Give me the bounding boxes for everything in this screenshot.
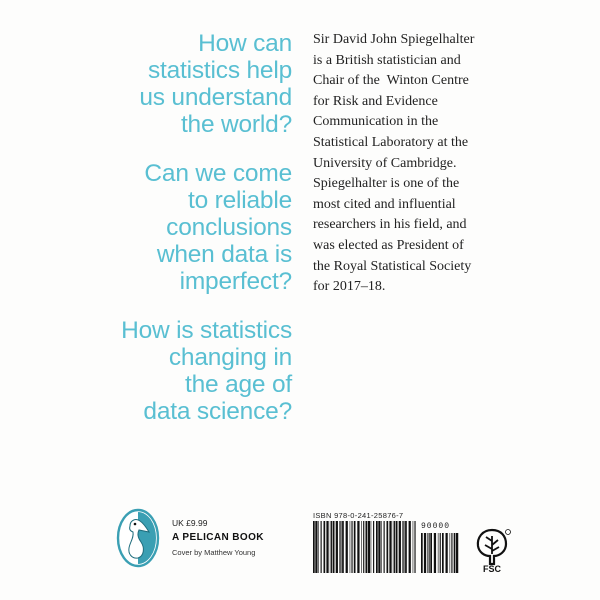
question-3 — [96, 317, 292, 425]
barcode-bar — [361, 521, 362, 573]
barcode-bar — [389, 521, 391, 573]
question-line: Can we come — [144, 160, 292, 187]
barcode-bar — [346, 521, 348, 573]
barcode-bar — [315, 521, 317, 573]
barcode-addon-icon — [421, 533, 459, 573]
barcode-bar — [331, 521, 332, 573]
barcode-bar — [409, 521, 411, 573]
barcode-bar — [321, 521, 322, 573]
barcode-bar — [405, 521, 407, 573]
barcode-bar — [339, 521, 340, 573]
barcode-bar — [434, 533, 436, 573]
question-line: when data is — [156, 241, 292, 268]
question-line: changing in — [168, 344, 292, 371]
author-bio — [313, 30, 513, 298]
bio-line: for Risk and Evidence — [313, 93, 438, 109]
question-line: imperfect? — [179, 268, 292, 295]
bio-line: University of Cambridge. — [313, 155, 457, 171]
barcode-bar — [421, 533, 423, 573]
barcode-bar — [451, 533, 452, 573]
cover-credit: Cover by Matthew Young — [172, 548, 256, 557]
barcode-bar — [350, 521, 351, 573]
bio-line: researchers in his field, and — [313, 217, 467, 233]
question-line: the age of — [185, 371, 292, 398]
isbn-label: ISBN 978-0-241-25876-7 — [313, 511, 404, 520]
barcode-bar — [430, 533, 432, 573]
barcode-bar — [313, 521, 315, 573]
barcode-bar — [371, 521, 372, 573]
barcode-bar — [318, 521, 319, 573]
question-line: statistics help — [147, 57, 292, 84]
bio-line: Spiegelhalter is one of the — [313, 176, 460, 192]
question-line: How can — [198, 30, 292, 57]
barcode-bar — [384, 521, 385, 573]
question-line: to reliable — [187, 187, 292, 214]
imprint-label: A PELICAN BOOK — [172, 532, 264, 543]
barcode-bar — [330, 521, 331, 573]
barcode-bar — [340, 521, 341, 573]
barcode-bar — [342, 521, 344, 573]
question-line: conclusions — [166, 214, 292, 241]
barcode-bar — [414, 521, 415, 573]
barcode-bar — [454, 533, 456, 573]
barcode-bar — [403, 521, 404, 573]
barcode-bar — [373, 521, 374, 573]
question-1 — [96, 30, 292, 138]
bio-line: Communication in the — [313, 114, 439, 130]
bio-line: is a British statistician and — [313, 52, 461, 68]
bio-line: Statistical Laboratory at the — [313, 134, 469, 150]
barcode-bar — [393, 521, 394, 573]
bio-line: was elected as President of — [313, 237, 464, 253]
barcode-bar — [381, 521, 382, 573]
question-line: How is statistics — [121, 317, 292, 344]
question-line: the world? — [180, 111, 292, 138]
barcode-icon — [313, 521, 417, 573]
barcode-bar — [387, 521, 389, 573]
barcode-bar — [442, 533, 444, 573]
bio-line: the Royal Statistical Society — [313, 258, 472, 274]
questions-column — [96, 30, 292, 447]
barcode-bar — [396, 521, 398, 573]
barcode-bar — [429, 533, 430, 573]
barcode-bar — [450, 533, 451, 573]
barcode-bar — [446, 533, 448, 573]
barcode-bar — [402, 521, 403, 573]
barcode-bar — [438, 533, 439, 573]
barcode-bar — [351, 521, 352, 573]
barcode-bar — [427, 533, 428, 573]
addon-code: 90000 — [421, 522, 451, 531]
fsc-label: FSC — [483, 564, 501, 573]
barcode-bar — [399, 521, 401, 573]
fsc-tree-icon — [470, 527, 514, 573]
barcode-bar — [363, 521, 364, 573]
barcode-bar — [376, 521, 378, 573]
price: UK £9.99 — [172, 518, 208, 528]
question-2 — [96, 160, 292, 295]
barcode-bar — [357, 521, 359, 573]
bio-line: Chair of the Winton Centre — [313, 73, 469, 89]
barcode-bar — [394, 521, 395, 573]
barcode-bar — [440, 533, 441, 573]
barcode-bar — [424, 533, 426, 573]
pelican-logo-icon — [116, 508, 160, 568]
barcode-bar — [368, 521, 370, 573]
barcode-bar — [366, 521, 368, 573]
barcode-bar — [326, 521, 328, 573]
barcode-bar — [378, 521, 380, 573]
barcode-bar — [354, 521, 356, 573]
bio-line: Sir David John Spiegelhalter — [313, 32, 475, 47]
bio-line: for 2017–18. — [313, 279, 386, 295]
barcode-bar — [413, 521, 414, 573]
barcode-bar — [324, 521, 326, 573]
barcode-bar — [333, 521, 335, 573]
question-line: data science? — [143, 398, 292, 425]
barcode-bar — [336, 521, 338, 573]
barcode-bar — [456, 533, 458, 573]
question-line: us understand — [139, 84, 292, 111]
bio-line: most cited and influential — [313, 196, 456, 212]
